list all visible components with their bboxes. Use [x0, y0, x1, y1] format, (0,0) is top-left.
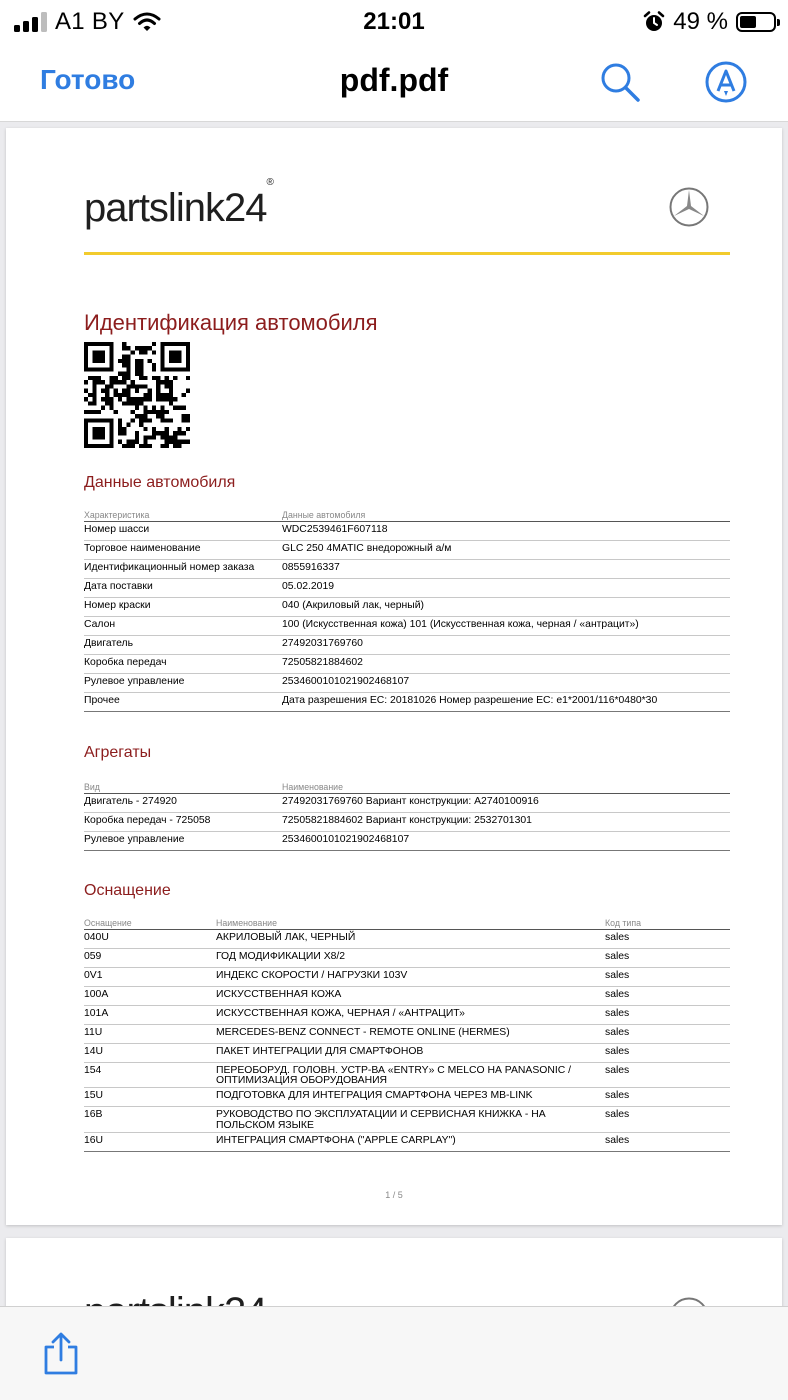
table-cell: РУКОВОДСТВО ПО ЭКСПЛУАТАЦИИ И СЕРВИСНАЯ КНИЖКА - НА ПОЛЬСКОМ ЯЗЫКЕ: [216, 1107, 605, 1133]
table-cell: GLC 250 4MATIC внедорожный а/м: [282, 540, 730, 559]
table-cell: ИСКУССТВЕННАЯ КОЖА, ЧЕРНАЯ / «АНТРАЦИТ»: [216, 1005, 605, 1024]
equipment-row: [84, 1107, 730, 1133]
table-cell: 040 (Акриловый лак, черный): [282, 597, 730, 616]
section-heading-aggregates: Агрегаты: [84, 744, 152, 761]
table-cell: sales: [605, 929, 730, 948]
table-cell: Коробка передач - 725058: [84, 812, 282, 831]
vehicle-data-row: [84, 540, 730, 559]
section-heading-identification: Идентификация автомобиля: [84, 310, 378, 335]
table-cell: 27492031769760 Вариант конструкции: A2740100916: [282, 793, 730, 812]
table-cell: sales: [605, 1088, 730, 1107]
table-cell: 0V1: [84, 967, 216, 986]
table-cell: Торговое наименование: [84, 540, 282, 559]
markup-icon[interactable]: [704, 60, 748, 104]
equipment-row: [84, 1133, 730, 1152]
column-header: Наименование: [216, 914, 605, 929]
column-header: Код типа: [605, 914, 730, 929]
table-cell: Прочее: [84, 692, 282, 711]
equipment-row: [84, 986, 730, 1005]
done-button[interactable]: Готово: [40, 64, 136, 95]
equipment-row: [84, 929, 730, 948]
table-cell: 101A: [84, 1005, 216, 1024]
vehicle-data-table: [84, 506, 730, 712]
vehicle-data-row: [84, 559, 730, 578]
table-cell: Двигатель: [84, 635, 282, 654]
table-cell: 0855916337: [282, 559, 730, 578]
table-cell: 72505821884602: [282, 654, 730, 673]
table-cell: 15U: [84, 1088, 216, 1107]
column-header: Наименование: [282, 778, 730, 793]
table-cell: Рулевое управление: [84, 831, 282, 850]
section-heading-equipment: Оснащение: [84, 882, 171, 899]
qr-code: [84, 342, 190, 448]
table-cell: 059: [84, 948, 216, 967]
aggregate-row: [84, 793, 730, 812]
column-header: Характеристика: [84, 506, 282, 521]
table-cell: 72505821884602 Вариант конструкции: 2532701301: [282, 812, 730, 831]
table-cell: АКРИЛОВЫЙ ЛАК, ЧЕРНЫЙ: [216, 929, 605, 948]
table-cell: 05.02.2019: [282, 578, 730, 597]
search-icon[interactable]: [598, 60, 642, 104]
table-cell: WDC2539461F607118: [282, 521, 730, 540]
section-heading-vehicle: Данные автомобиля: [84, 474, 236, 491]
vehicle-data-row: [84, 654, 730, 673]
table-cell: Рулевое управление: [84, 673, 282, 692]
aggregate-row: [84, 812, 730, 831]
alarm-icon: [643, 11, 665, 33]
equipment-row: [84, 1062, 730, 1088]
equipment-row: [84, 967, 730, 986]
carrier-name: A1 BY: [55, 8, 125, 35]
table-cell: 040U: [84, 929, 216, 948]
table-cell: 16B: [84, 1107, 216, 1133]
table-cell: Номер шасси: [84, 521, 282, 540]
table-cell: ИНТЕГРАЦИЯ СМАРТФОНА ("APPLE CARPLAY"): [216, 1133, 605, 1152]
battery-level-fill: [740, 16, 756, 28]
vehicle-data-row: [84, 597, 730, 616]
table-cell: Идентификационный номер заказа: [84, 559, 282, 578]
table-cell: ГОД МОДИФИКАЦИИ X8/2: [216, 948, 605, 967]
navigation-bar: [0, 42, 788, 122]
table-cell: 154: [84, 1062, 216, 1088]
table-cell: Номер краски: [84, 597, 282, 616]
vehicle-data-row: [84, 692, 730, 711]
table-cell: 27492031769760: [282, 635, 730, 654]
battery-icon: [736, 12, 776, 32]
table-cell: Двигатель - 274920: [84, 793, 282, 812]
mercedes-star-icon: [668, 186, 710, 228]
table-cell: sales: [605, 1133, 730, 1152]
table-cell: sales: [605, 986, 730, 1005]
equipment-row: [84, 1043, 730, 1062]
battery-percentage: 49 %: [673, 8, 728, 35]
table-cell: Дата поставки: [84, 578, 282, 597]
table-cell: ИНДЕКС СКОРОСТИ / НАГРУЗКИ 103V: [216, 967, 605, 986]
aggregate-row: [84, 831, 730, 850]
table-cell: sales: [605, 948, 730, 967]
share-icon[interactable]: [42, 1331, 80, 1377]
vehicle-data-row: [84, 578, 730, 597]
table-cell: 100 (Искусственная кожа) 101 (Искусственная кожа, черная / «антрацит»): [282, 616, 730, 635]
column-header: Вид: [84, 778, 282, 793]
status-bar: [0, 0, 788, 42]
vehicle-data-row: [84, 635, 730, 654]
vehicle-data-row: [84, 521, 730, 540]
vehicle-data-row: [84, 616, 730, 635]
column-header: Данные автомобиля: [282, 506, 730, 521]
pdf-page[interactable]: [6, 128, 782, 1225]
table-cell: ИСКУССТВЕННАЯ КОЖА: [216, 986, 605, 1005]
table-cell: 16U: [84, 1133, 216, 1152]
table-cell: sales: [605, 1062, 730, 1088]
equipment-table: [84, 914, 730, 1152]
table-cell: 100A: [84, 986, 216, 1005]
table-cell: sales: [605, 1043, 730, 1062]
page-indicator: 1 / 5: [385, 1190, 403, 1200]
header-divider: [84, 252, 730, 255]
table-cell: sales: [605, 1107, 730, 1133]
table-cell: sales: [605, 1024, 730, 1043]
equipment-row: [84, 1024, 730, 1043]
table-cell: 14U: [84, 1043, 216, 1062]
table-cell: 2534600101021902468107: [282, 831, 730, 850]
table-cell: sales: [605, 967, 730, 986]
table-cell: Салон: [84, 616, 282, 635]
status-right: [643, 8, 776, 36]
vehicle-data-row: [84, 673, 730, 692]
table-cell: 11U: [84, 1024, 216, 1043]
equipment-row: [84, 1005, 730, 1024]
table-cell: 2534600101021902468107: [282, 673, 730, 692]
document-title: pdf.pdf: [339, 62, 449, 98]
table-cell: Дата разрешения ЕС: 20181026 Номер разрешение ЕС: e1*2001/116*0480*30: [282, 692, 730, 711]
table-cell: Коробка передач: [84, 654, 282, 673]
equipment-row: [84, 948, 730, 967]
table-cell: ПОДГОТОВКА ДЛЯ ИНТЕГРАЦИЯ СМАРТФОНА ЧЕРЕЗ MB-LINK: [216, 1088, 605, 1107]
aggregates-table: [84, 778, 730, 851]
equipment-row: [84, 1088, 730, 1107]
table-cell: ПЕРЕОБОРУД. ГОЛОВН. УСТР-ВА «ENTRY» С MELCO НА PANASONIC / ОПТИМИЗАЦИЯ ОБОРУДОВАНИЯ: [216, 1062, 605, 1088]
table-cell: ПАКЕТ ИНТЕГРАЦИИ ДЛЯ СМАРТФОНОВ: [216, 1043, 605, 1062]
table-cell: sales: [605, 1005, 730, 1024]
bottom-toolbar: [0, 1306, 788, 1400]
column-header: Оснащение: [84, 914, 216, 929]
status-time: 21:01: [363, 8, 425, 35]
table-cell: MERCEDES-BENZ CONNECT - REMOTE ONLINE (HERMES): [216, 1024, 605, 1043]
partslink24-logo: partslink24®: [84, 176, 274, 230]
